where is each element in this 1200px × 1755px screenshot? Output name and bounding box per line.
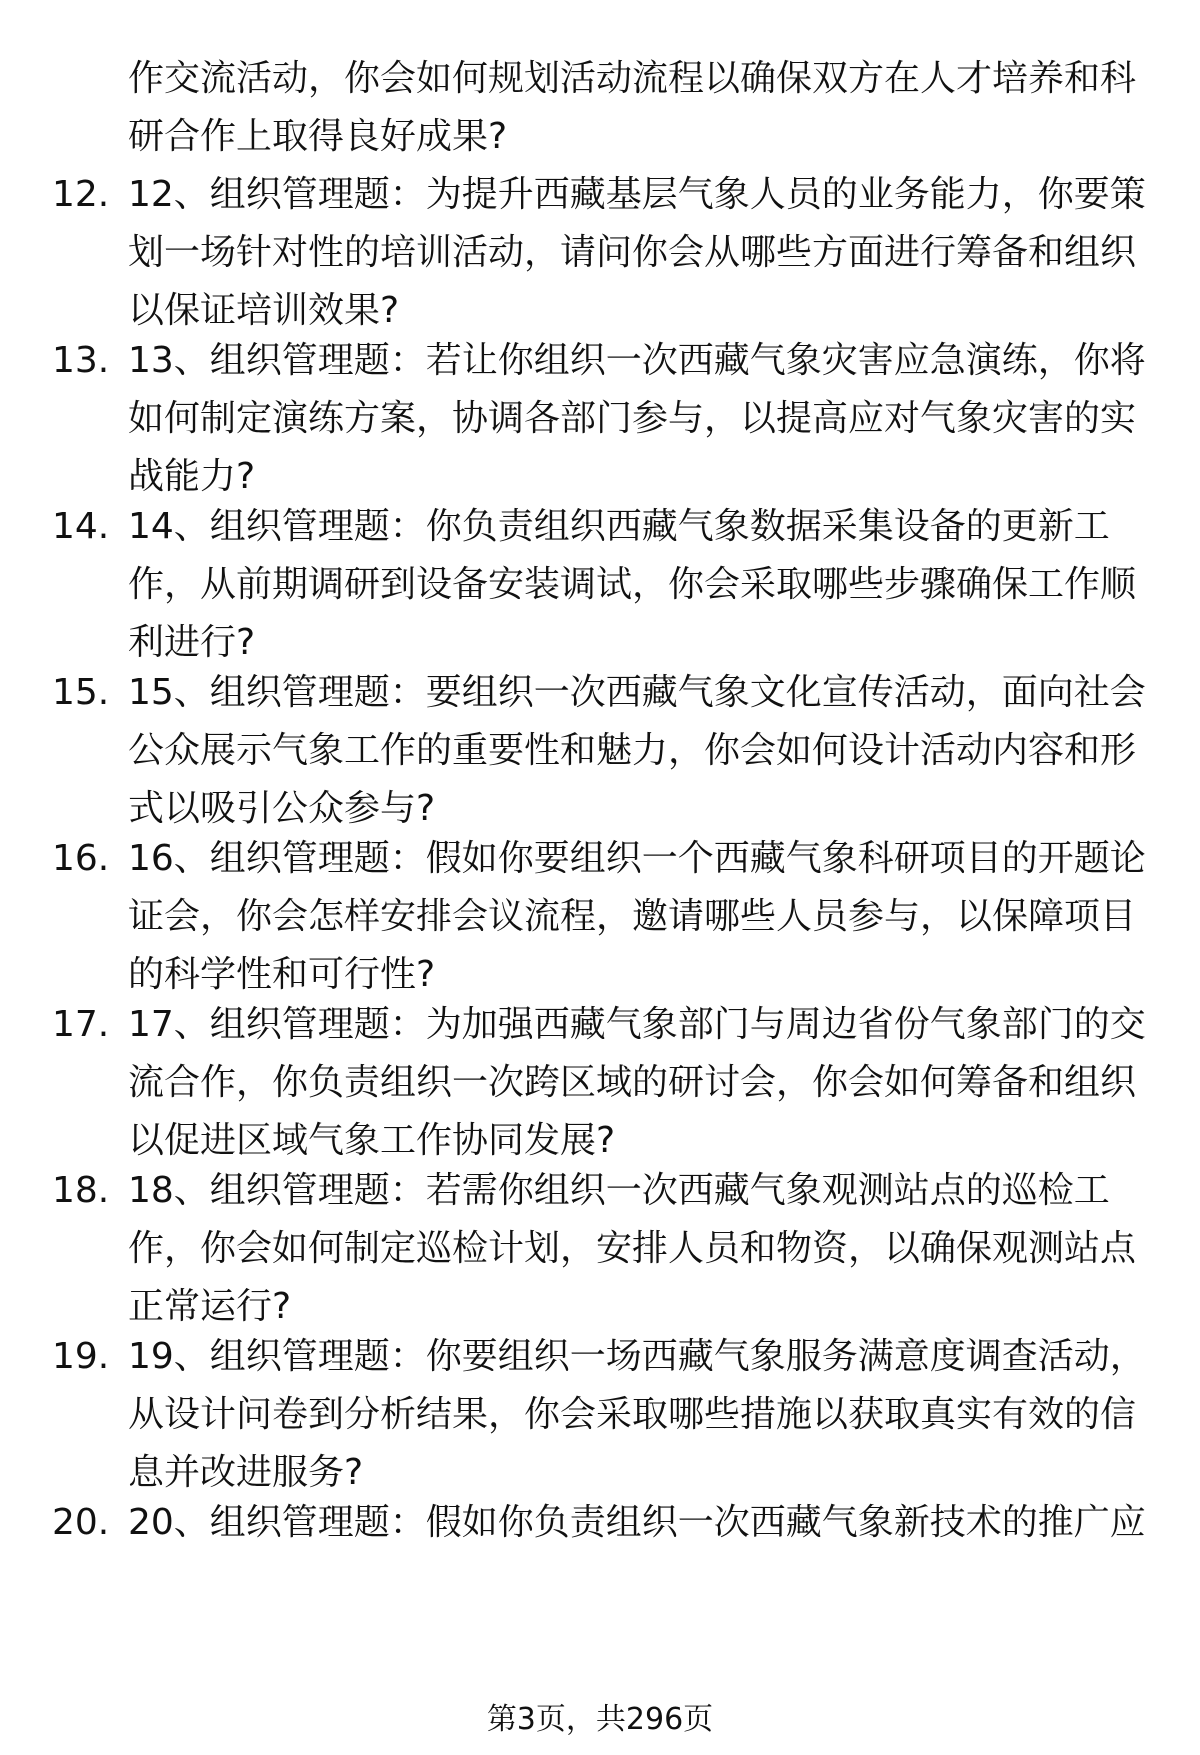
item-number: 18. bbox=[52, 1170, 110, 1211]
item-number: 20. bbox=[52, 1502, 110, 1543]
item-text: 18、组织管理题：若需你组织一次西藏气象观测站点的巡检工作，你会如何制定巡检计划，安排人员和物资，以确保观测站点正常运行? bbox=[128, 1170, 1137, 1327]
page-footer: 第3页，共296页 bbox=[486, 1702, 714, 1737]
item-text: 16、组织管理题：假如你要组织一个西藏气象科研项目的开题论证会，你会怎样安排会议流程，邀请哪些人员参与，以保障项目的科学性和可行性? bbox=[128, 838, 1146, 995]
item-number: 17. bbox=[52, 1004, 110, 1045]
item-number: 13. bbox=[52, 340, 110, 381]
item-text: 17、组织管理题：为加强西藏气象部门与周边省份气象部门的交流合作，你负责组织一次跨区域的研讨会，你会如何筹备和组织以促进区域气象工作协同发展? bbox=[128, 1004, 1146, 1161]
item-text: 15、组织管理题：要组织一次西藏气象文化宣传活动，面向社会公众展示气象工作的重要性和魅力，你会如何设计活动内容和形式以吸引公众参与? bbox=[128, 672, 1146, 829]
item-number: 19. bbox=[52, 1336, 110, 1377]
item-text: 13、组织管理题：若让你组织一次西藏气象灾害应急演练，你将如何制定演练方案，协调各部门参与，以提高应对气象灾害的实战能力? bbox=[128, 340, 1146, 497]
item-text: 19、组织管理题：你要组织一场西藏气象服务满意度调查活动，从设计问卷到分析结果，你会采取哪些措施以获取真实有效的信息并改进服务? bbox=[128, 1336, 1146, 1493]
item-text: 12、组织管理题：为提升西藏基层气象人员的业务能力，你要策划一场针对性的培训活动，请问你会从哪些方面进行筹备和组织以保证培训效果? bbox=[128, 174, 1146, 331]
item-text: 20、组织管理题：假如你负责组织一次西藏气象新技术的推广应 bbox=[128, 1502, 1146, 1543]
item-number: 15. bbox=[52, 672, 110, 713]
item-number: 12. bbox=[52, 174, 110, 215]
item-text: 14、组织管理题：你负责组织西藏气象数据采集设备的更新工作，从前期调研到设备安装调试，你会采取哪些步骤确保工作顺利进行? bbox=[128, 506, 1137, 663]
item-number: 14. bbox=[52, 506, 110, 547]
item-number: 16. bbox=[52, 838, 110, 879]
continuation-text: 作交流活动，你会如何规划活动流程以确保双方在人才培养和科研合作上取得良好成果? bbox=[128, 58, 1137, 157]
